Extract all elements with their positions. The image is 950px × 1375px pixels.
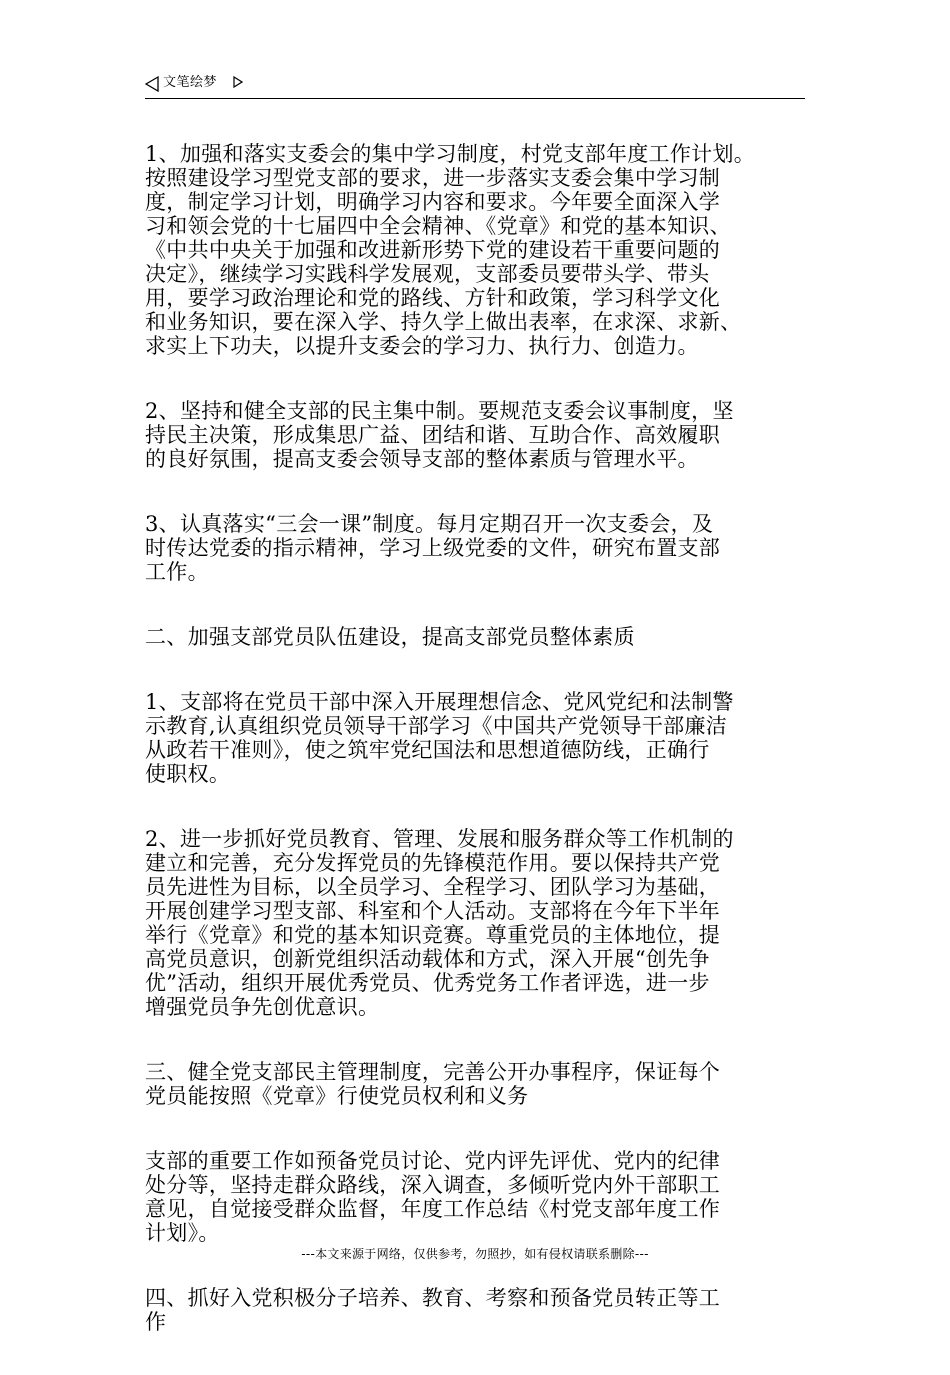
footer-disclaimer: ---本文来源于网络，仅供参考，勿照抄，如有侵权请联系删除---: [301, 1247, 649, 1261]
section-heading-2: 二、加强支部党员队伍建设，提高支部党员整体素质: [145, 625, 635, 649]
right-triangle-outline-icon: [233, 76, 243, 88]
section-heading-3: 三、健全党支部民主管理制度，完善公开办事程序，保证每个 党员能按照《党章》行使党员权利和义务: [145, 1060, 721, 1108]
paragraph-1: 1、加强和落实支委会的集中学习制度，村党支部年度工作计划。 按照建设学习型党支部的要求，进一步落实支委会集中学习制 度，制定学习计划，明确学习内容和要求。今年要全面深入学 习和领会党的十七届四中全会精神、《党章》和党的基本知识、 《中共中央关于加强和改进新形势下党的建设若干重要问题的 决定》，继续学习实践科学发展观，支部委员要带头学、带头 用，要学习政治理论和党的路线、方针和政策，学习科学文化 和业务知识，要在深入学、持久学上做出表率，在求深、求新、 求实上下功夫，以提升支委会的学习力、执行力、创造力。: [145, 142, 756, 358]
section-heading-4: 四、抓好入党积极分子培养、教育、考察和预备党员转正等工 作: [145, 1286, 721, 1334]
paragraph-5: 1、支部将在党员干部中深入开展理想信念、党风党纪和法制警 示教育,认真组织党员领导干部学习《中国共产党领导干部廉洁 从政若干准则》，使之筑牢党纪国法和思想道德防线，正确行 使职权。: [145, 690, 734, 786]
header-title: 文笔绘梦: [163, 75, 218, 90]
left-triangle-outline-icon: [145, 76, 159, 92]
paragraph-2: 2、坚持和健全支部的民主集中制。要规范支委会议事制度，坚 持民主决策，形成集思广益、团结和谐、互助合作、高效履职 的良好氛围，提高支委会领导支部的整体素质与管理水平。: [145, 399, 734, 471]
document-body: [145, 118, 813, 1375]
paragraph-3: 3、认真落实“三会一课”制度。每月定期召开一次支委会，及 时传达党委的指示精神，学习上级党委的文件，研究布置支部 工作。: [145, 512, 721, 584]
page-header: [145, 74, 805, 99]
paragraph-8: 支部的重要工作如预备党员讨论、党内评先评优、党内的纪律 处分等，坚持走群众路线，深入调查，多倾听党内外干部职工 意见，自觉接受群众监督，年度工作总结《村党支部年度工作 计划》。: [145, 1149, 721, 1245]
paragraph-6: 2、进一步抓好党员教育、管理、发展和服务群众等工作机制的 建立和完善，充分发挥党员的先锋模范作用。要以保持共产党 员先进性为目标，以全员学习、全程学习、团队学习为基础， 开展创建学习型支部、科室和个人活动。支部将在今年下半年 举行《党章》和党的基本知识竞赛。尊重党员的主体地位，提 高党员意识，创新党组织活动载体和方式，深入开展“创先争 优”活动，组织开展优秀党员、优秀党务工作者评选，进一步 增强党员争先创优意识。: [145, 827, 734, 1019]
